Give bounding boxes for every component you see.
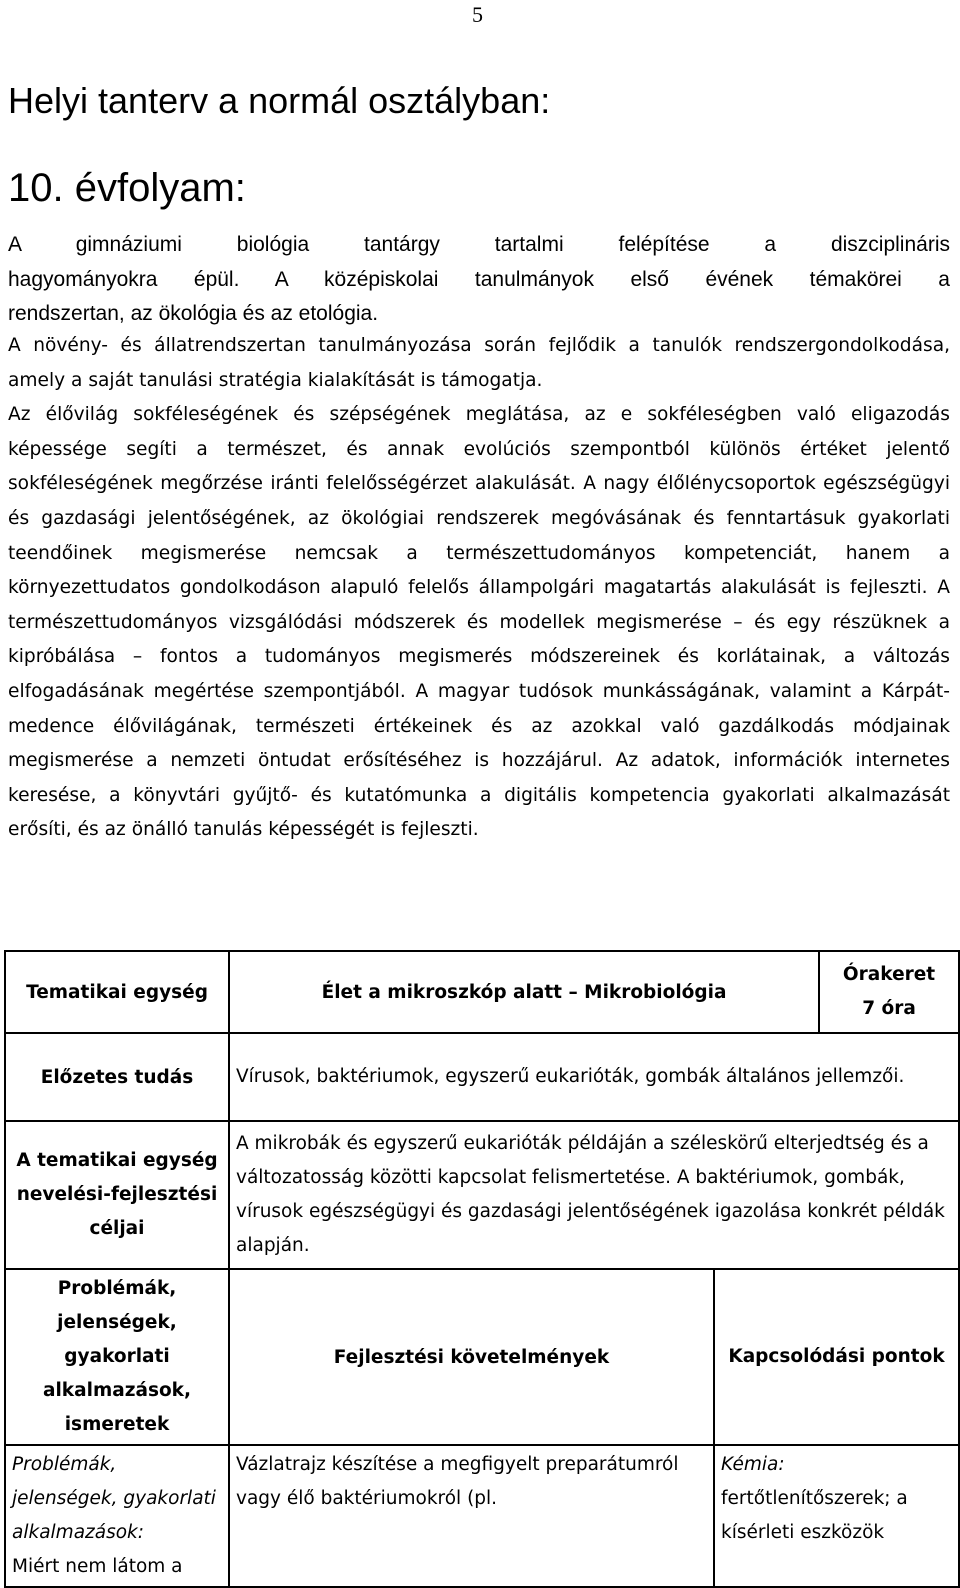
intro-line: rendszertan, az ökológia és az etológia. <box>8 302 379 325</box>
goals-label: A tematikai egység nevelési-fejlesztési céljai <box>16 1150 218 1239</box>
row-col1-text: Miért nem látom a <box>12 1556 183 1577</box>
col2-header-cell <box>229 1269 714 1445</box>
row-col3-cell <box>714 1445 959 1587</box>
prior-knowledge-label-cell <box>5 1033 229 1121</box>
row-col3-text: fertőtlenítőszerek; a kísérleti eszközök <box>721 1488 908 1543</box>
body-paragraph: A növény- és állatrendszertan tanulmányozása során fejlődik a tanulók rendszergondolkodása, amely a saját tanulási stratégia kialakítását is támogatja. <box>8 335 950 391</box>
col2-header: Fejlesztési követelmények <box>333 1346 610 1368</box>
unit-label: Tematikai egység <box>26 981 208 1003</box>
col3-header: Kapcsolódási pontok <box>728 1346 945 1367</box>
col1-header-cell <box>5 1269 229 1445</box>
unit-label-cell <box>5 951 229 1033</box>
unit-title: Élet a mikroszkóp alatt – Mikrobiológia <box>321 981 727 1003</box>
prior-knowledge-text: Vírusok, baktériumok, egyszerű eukarióták, gombák általános jellemzői. <box>236 1066 905 1087</box>
prior-knowledge-cell <box>229 1033 959 1121</box>
goals-label-cell <box>5 1121 229 1269</box>
row-col2-text: Vázlatrajz készítése a megfigyelt preparátumról vagy élő baktériumokról (pl. <box>236 1454 679 1509</box>
row-col2-cell <box>229 1445 714 1587</box>
hours-cell <box>819 951 959 1033</box>
row-col1-italic: Problémák, jelenségek, gyakorlati alkalmazások: <box>12 1454 216 1543</box>
hours-label: Órakeret <box>842 964 936 985</box>
row-col1-cell <box>5 1445 229 1587</box>
goals-text: A mikrobák és egyszerű eukarióták példáján a széleskörű elterjedtség és a változatosság közötti kapcsolat felismertetése. A baktériumok, gombák, vírusok egészségügyi és gazdasági jelentőségének igazolása konkrét példák alapján. <box>236 1133 945 1256</box>
prior-knowledge-label: Előzetes tudás <box>40 1066 194 1088</box>
intro-line: hagyományokra épül. A középiskolai tanulmányok első évének témakörei a <box>8 267 950 291</box>
body-paragraph: Az élővilág sokféleségének és szépségének meglátása, az e sokféleségben való eligazodás képessége segíti a természet, és annak evolúciós szempontból különös értéket jelentő sokféleségének megőrzése iránti felelősségérzet alakulását. A nagy élőlénycsoportok egészségügyi és gazdasági jelentőségének, az ökológiai rendszerek megóvásának és fenntartásuk gyakorlati teendőinek megismerése nemcsak a természettudományos kompetenciát, hanem a környezettudatos gondolkodáson alapuló felelős állampolgári magatartás alakulását is fejleszti. A természettudományos vizsgálódási módszerek és modellek megismerése – és egy részüknek a kipróbálása – fontos a tudományos megismerés módszereinek és korlátainak, a változás elfogadásának megértése szempontjából. A magyar tudósok munkásságának, valamint a Kárpát-medence élővilágának, természeti értékeinek és az azokkal való gazdálkodás módjainak megismerése a nemzeti öntudat erősítéséhez is hozzájárul. Az adatok, információk internetes keresése, a könyvtári gyűjtő- és kutatómunka a digitális kompetencia gyakorlati alkalmazását erősíti, és az önálló tanulás képességét is fejleszti. <box>8 404 950 841</box>
row-col3-italic: Kémia: <box>721 1454 785 1475</box>
thematic-unit-table <box>4 950 960 1588</box>
page-heading: Helyi tanterv a normál osztályban: <box>8 80 551 121</box>
intro-line: A gimnáziumi biológia tantárgy tartalmi felépítése a diszciplináris <box>8 233 950 256</box>
intro-paragraph <box>8 228 950 332</box>
col1-header: Problémák, jelenségek, gyakorlati alkalmazások, ismeretek <box>42 1278 192 1435</box>
goals-cell <box>229 1121 959 1269</box>
page-number: 5 <box>472 2 483 27</box>
hours-value: 7 óra <box>862 998 916 1019</box>
body-text <box>8 329 950 848</box>
unit-title-cell <box>229 951 819 1033</box>
col3-header-cell <box>714 1269 959 1445</box>
grade-heading: 10. évfolyam: <box>8 166 246 210</box>
